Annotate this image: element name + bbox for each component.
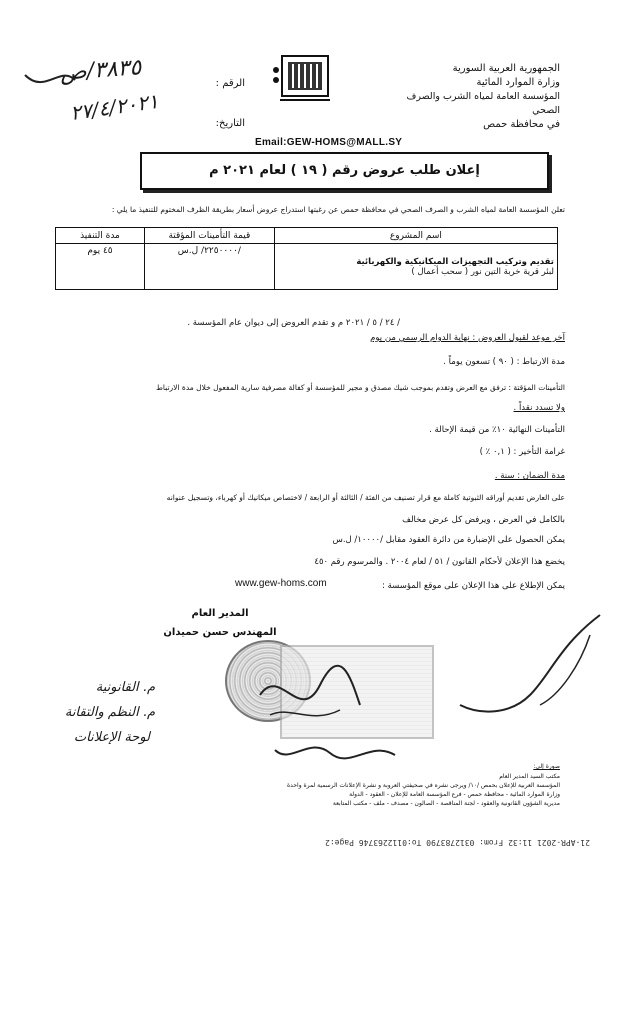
col-header-deposit: قيمة التأمينات المؤقتة: [144, 228, 274, 244]
intro-text: تعلن المؤسسة العامة لمياه الشرب و الصرف الصحي في محافظة حمص عن رغبتها استدراج عروض أسعار بطريقة الظرف المختوم للتنفيذ ما يلي :: [111, 205, 565, 214]
letterhead-line: المؤسسة العامة لمياه الشرب والصرف الصحي: [406, 91, 560, 116]
signature-scribble-icon: [440, 605, 610, 725]
no-cash-line: ولا تسدد نقداً .: [513, 403, 565, 413]
project-line: لبئر قرية خربة التين نور ( سحب أعمال ): [411, 266, 554, 277]
deadline-text: آخر موعد لقبول العروض : نهاية الدوام الرسمي من يوم: [370, 333, 565, 343]
commitment-line: مدة الارتباط : ( ٩٠ ) تسعون يوماً .: [443, 357, 565, 367]
signer-name: المهندس حسن حميدان: [163, 627, 277, 638]
letterhead-line: الجمهورية العربية السورية: [452, 63, 560, 74]
fax-header-line: 21-APR-2021 11:32 From: 0312783790 To:0112263746 Page:2: [325, 838, 590, 847]
signature-scribble-icon: [270, 735, 400, 775]
signer-role: المدير العام: [191, 608, 249, 619]
tender-table: [55, 227, 558, 290]
copy-to-list: [130, 772, 560, 808]
date-label: التاريخ:: [215, 118, 245, 129]
copy-to-line: مكتب السيد المدير العام: [499, 773, 560, 780]
requirement-line-1: على العارض تقديم أوراقه الثبوتية كاملة مع قرار تصنيف من الفئة / الثالثة أو الرابعة / لاختصاص ميكانيك أو كهرباء، وتسجيل عنوانه: [166, 493, 565, 502]
date-handwritten: ٢٧/٤/٢٠٢١: [68, 88, 160, 126]
handwritten-note: م. القانونية: [95, 680, 155, 695]
deadline-line: [60, 332, 565, 344]
ref-handwritten: ٣٨٣٥/ص: [59, 55, 143, 86]
handwritten-note: لوحة الإعلانات: [73, 730, 150, 745]
email-address: Email:GEW-HOMS@MALL.SY: [255, 137, 403, 148]
ref-label: الرقم :: [215, 78, 245, 89]
conditions-line: يمكن الحصول على الإضبارة من دائرة العقود مقابل /١٠٠٠٠/ ل.س: [332, 535, 565, 545]
final-deposit-line: التأمينات النهائية ١٠٪ من قيمة الإحالة .: [429, 425, 565, 435]
copy-to-line: المؤسسة العربية للإعلان بحمص /١٠/ ويرجى نشره في صحيفتي العروبة و نشرة الإعلانات الرسمية لمرة واحدة: [287, 782, 560, 789]
cell-deposit: /٢٢٥٠٠٠٠/ ل.س: [144, 244, 274, 290]
temp-deposit-line: التأمينات المؤقتة : ترفق مع العرض وتقدم بموجب شيك مصدق و مجير للمؤسسة أو كفالة مصرفية سارية المفعول خلال مدة الارتباط: [155, 383, 565, 392]
announcement-title: إعلان طلب عروض رقم ( ١٩ ) لعام ٢٠٢١ م: [140, 152, 549, 190]
col-header-project: اسم المشروع: [274, 228, 557, 244]
copy-to-line: مديرية الشؤون القانونية والعقود - لجنة المناقصة - الصالون - مصدف - ملف - مكتب المتابعة: [332, 800, 560, 807]
website-label: يمكن الإطلاع على هذا الإعلان على موقع المؤسسة :: [382, 581, 565, 591]
requirement-line-2: بالكامل في العرض ، ويرفض كل عرض مخالف: [402, 515, 565, 525]
website-link[interactable]: www.gew-homs.com: [235, 578, 327, 589]
cell-project: [274, 244, 557, 290]
law-line: يخضع هذا الإعلان لأحكام القانون / ٥١ / لعام ٢٠٠٤ . والمرسوم رقم ٤٥٠: [314, 557, 565, 567]
handwritten-note: م. النظم والتقانة: [64, 705, 155, 720]
copy-to-label: صورة إلى:: [533, 763, 560, 770]
penalty-line: غرامة التأخير : ( ٠,١ ٪ ): [479, 447, 565, 457]
letterhead: [400, 62, 560, 132]
letterhead-line: في محافظة حمص: [483, 119, 560, 130]
copy-to-line: وزارة الموارد المائية - محافظة حمص - فرع المؤسسة العامة للإعلان - العقود - الدولة: [349, 791, 560, 798]
col-header-duration: مدة التنفيذ: [56, 228, 145, 244]
letterhead-line: وزارة الموارد المائية: [476, 77, 560, 88]
signature-scribble-icon: [20, 60, 80, 100]
ministry-logo-icon: [270, 50, 340, 110]
project-line: تقديم وتركيب التجهيزات الميكانيكية والكهربائية: [356, 256, 554, 267]
warranty-line: مدة الضمان : سنة .: [494, 471, 565, 481]
signature-scribble-icon: [250, 655, 370, 735]
deadline-cont: / ٢٤ / ٥ / ٢٠٢١ م و تقدم العروض إلى ديوان عام المؤسسة .: [187, 318, 400, 328]
cell-duration: ٤٥ يوم: [56, 244, 145, 290]
